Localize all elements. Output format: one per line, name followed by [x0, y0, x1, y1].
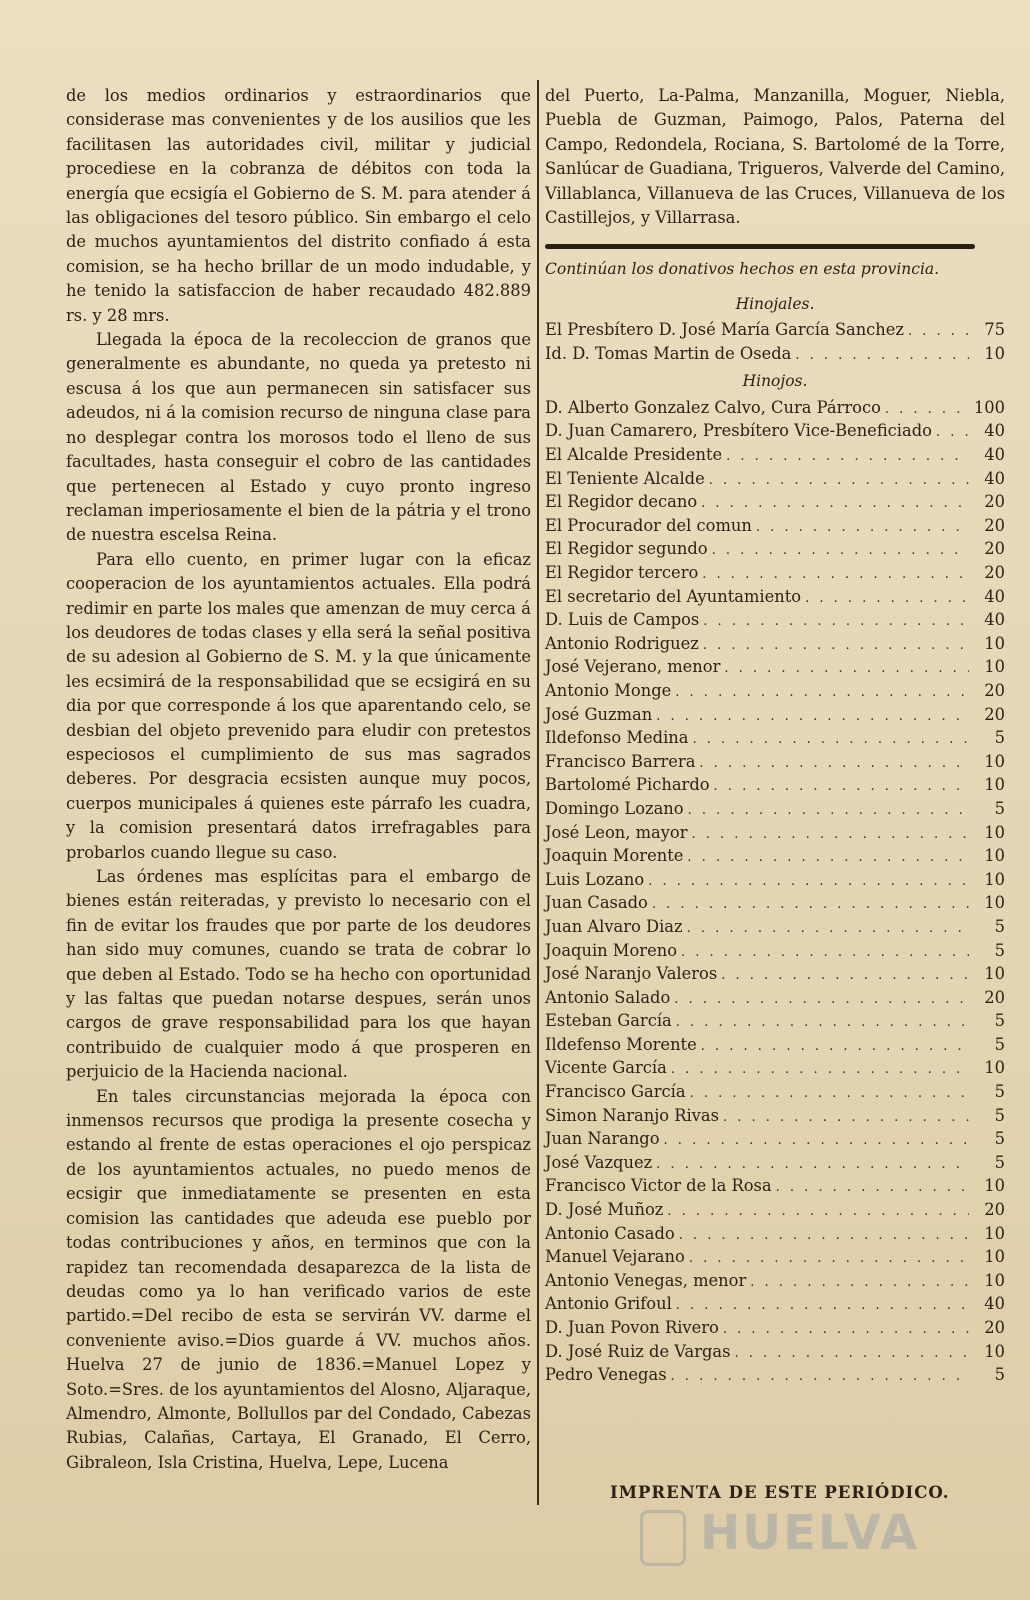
donation-amount: 40: [984, 445, 1005, 465]
donation-amount: 10: [984, 893, 1005, 913]
donation-row: [545, 679, 1005, 703]
donor-name: Antonio Rodriguez: [545, 633, 699, 653]
donation-amount: 10: [984, 964, 1005, 984]
leader-dots: [692, 823, 969, 847]
donor-name: José Vazquez: [545, 1152, 653, 1172]
donor-name: Domingo Lozano: [545, 798, 684, 818]
donation-amount: 10: [984, 1223, 1005, 1243]
donor-name: Ildefonso Medina: [545, 728, 689, 748]
donation-row: [545, 703, 1005, 727]
donation-amount: 40: [984, 421, 1005, 441]
donation-row: [545, 1174, 1005, 1198]
leader-dots: [714, 775, 969, 799]
leader-dots: [687, 846, 969, 870]
donor-name: Francisco García: [545, 1082, 686, 1102]
donation-amount: 100: [973, 397, 1005, 417]
donor-name: Ildefenso Morente: [545, 1034, 697, 1054]
donor-name: Antonio Salado: [545, 987, 671, 1007]
donation-amount: 10: [984, 1247, 1005, 1267]
donation-row: [545, 797, 1005, 821]
donor-name: Antonio Venegas, menor: [545, 1270, 747, 1290]
donor-name: El Regidor decano: [545, 492, 698, 512]
donation-row: [545, 419, 1005, 443]
donation-amount: 10: [984, 1058, 1005, 1078]
donation-row: [545, 1056, 1005, 1080]
donation-row: [545, 585, 1005, 609]
leader-dots: [709, 469, 969, 493]
donation-amount: 20: [984, 987, 1005, 1007]
donation-row: [545, 1198, 1005, 1222]
donation-row: [545, 750, 1005, 774]
donation-row: [545, 821, 1005, 845]
donation-row: [545, 632, 1005, 656]
donation-amount: 10: [984, 343, 1005, 363]
donation-row: [545, 1009, 1005, 1033]
donation-amount: 40: [984, 610, 1005, 630]
leader-dots: [735, 1342, 970, 1366]
donation-amount: 5: [994, 1082, 1005, 1102]
donor-name: Antonio Casado: [545, 1223, 675, 1243]
donor-name: El Regidor segundo: [545, 539, 708, 559]
donation-row: [545, 1292, 1005, 1316]
leader-dots: [664, 1129, 969, 1153]
donation-amount: 20: [984, 563, 1005, 582]
donation-row: [545, 608, 1005, 632]
leader-dots: [676, 1294, 969, 1318]
leader-dots: [726, 445, 969, 469]
donor-name: José Naranjo Valeros: [545, 964, 718, 984]
donation-amount: 5: [994, 1011, 1005, 1031]
donation-row: [545, 986, 1005, 1010]
leader-dots: [723, 1106, 969, 1130]
donor-name: Manuel Vejarano: [545, 1247, 685, 1267]
donation-row: [545, 467, 1005, 491]
donor-name: Pedro Venegas: [545, 1365, 667, 1385]
donation-row: [545, 1222, 1005, 1246]
leader-dots: [703, 610, 969, 634]
leader-dots: [908, 320, 969, 344]
leader-dots: [805, 587, 969, 611]
donor-name: El Presbítero D. José María García Sanchez: [545, 320, 904, 340]
donation-row: [545, 891, 1005, 915]
donation-row: [545, 318, 1005, 342]
leader-dots: [750, 1271, 969, 1295]
donation-row: [545, 1363, 1005, 1387]
donation-row: [545, 537, 1005, 561]
donation-row: [545, 1316, 1005, 1340]
donation-amount: 10: [984, 1176, 1005, 1196]
leader-dots: [795, 344, 969, 368]
donation-row: [545, 443, 1005, 467]
donation-amount: 20: [984, 704, 1005, 724]
leader-dots: [667, 1200, 969, 1224]
donation-amount: 10: [984, 657, 1005, 677]
leader-dots: [712, 539, 969, 563]
donation-amount: 5: [994, 798, 1005, 818]
donation-row: [545, 726, 1005, 750]
donation-amount: 75: [984, 320, 1005, 340]
donation-amount: 10: [984, 1270, 1005, 1290]
leader-dots: [724, 657, 969, 681]
donation-amount: 20: [984, 539, 1005, 559]
section-rule: [545, 244, 975, 249]
leader-dots: [671, 1058, 969, 1082]
donation-row: [545, 1340, 1005, 1364]
donation-amount: 10: [984, 1341, 1005, 1361]
leader-dots: [936, 421, 969, 445]
donation-row: [545, 1127, 1005, 1151]
leader-dots: [656, 705, 969, 729]
donation-amount: 5: [994, 728, 1005, 748]
paragraph-3: Para ello cuento, en primer lugar con la eficaz cooperacion de los ayuntamientos actuales. Ella podrá redimir en parte los males que amenzan de muy cerca á los deudores de todas clases y ella será la señal positiva de su adesion al Gobierno de S. M. y la que únicamente les ecsimirá de la responsabilidad que se ecsigirá en su dia por que corresponde á los que aparentando celo, se desbian del objeto prevenido para eludir con pretestos especiosos el cumplimiento de sus mas sagrados deberes. Por desgracia ecsisten aunque muy pocos, cuerpos municipales á quienes este párrafo les cuadra, y la comision presentará datos irrefragables para probarlos cuando llegue su caso.: [66, 549, 531, 862]
donation-amount: 5: [994, 1034, 1005, 1054]
leader-dots: [681, 941, 969, 965]
donor-name: José Vejerano, menor: [545, 657, 721, 677]
leader-dots: [692, 728, 969, 752]
donation-row: [545, 655, 1005, 679]
archive-logo-icon: [640, 1510, 686, 1566]
leader-dots: [687, 917, 969, 941]
donation-row: [545, 1080, 1005, 1104]
donor-name: José Leon, mayor: [545, 822, 688, 842]
donor-name: D. José Muñoz: [545, 1200, 664, 1220]
donor-name: El Regidor tercero: [545, 563, 699, 582]
donation-amount: 20: [984, 1318, 1005, 1337]
donor-name: Francisco Barrera: [545, 751, 696, 771]
leader-dots: [671, 1365, 969, 1389]
leader-dots: [648, 870, 969, 894]
leader-dots: [679, 1224, 969, 1248]
donation-amount: 5: [994, 1105, 1005, 1125]
leader-dots: [723, 1318, 969, 1342]
donation-row: [545, 915, 1005, 939]
paragraph-5: En tales circunstancias mejorada la época con inmensos recursos que prodiga la presente cosecha y estando al frente de estas operaciones el ojo perspicaz de los ayuntamientos actuales, no puedo menos de ecsigir que inmediatamente se presenten en esta comision las cantidades que adeuda ese pueblo por todas contribuciones y años, en terminos que con la rapidez tan recomendada desaparezca de la lista de deudas como ya lo han verificado varios de este partido.=Del recibo de esta se servirán VV. darme el conveniente aviso.=Dios guarde á VV. muchos años. Huelva 27 de junio de 1836.=Manuel Lopez y Soto.=Sres. de los ayuntamientos del Alosno, Aljaraque, Almendro, Almonte, Bollullos par del Condado, Cabezas Rubias, Calañas, Cartaya, El Granado, El Cerro, Gibraleon, Isla Cristina, Huelva, Lepe, Lucena: [66, 1086, 531, 1472]
donor-name: Juan Casado: [545, 893, 648, 913]
donation-row: [545, 1245, 1005, 1269]
donation-amount: 40: [984, 586, 1005, 606]
donation-amount: 20: [984, 680, 1005, 700]
donor-name: Juan Alvaro Diaz: [545, 916, 683, 936]
donation-amount: 5: [994, 1152, 1005, 1172]
donation-amount: 10: [984, 846, 1005, 866]
leader-dots: [676, 1011, 969, 1035]
donation-amount: 5: [994, 1365, 1005, 1385]
donation-amount: 5: [994, 1129, 1005, 1149]
donation-row: [545, 1104, 1005, 1128]
leader-dots: [652, 893, 969, 917]
donation-row: [545, 868, 1005, 892]
donor-name: Bartolomé Pichardo: [545, 775, 710, 795]
donation-row: [545, 844, 1005, 868]
donation-row: [545, 962, 1005, 986]
donor-name: Joaquin Moreno: [545, 940, 677, 960]
donor-name: Joaquin Morente: [545, 846, 684, 866]
donor-name: El secretario del Ayuntamiento: [545, 586, 802, 606]
donation-row: [545, 1269, 1005, 1293]
donation-row: [545, 490, 1005, 514]
donor-name: Antonio Monge: [545, 680, 672, 700]
donor-name: Antonio Grifoul: [545, 1294, 672, 1314]
donation-row: [545, 939, 1005, 963]
right-column: [545, 84, 1005, 1387]
donation-amount: 10: [984, 775, 1005, 795]
leader-dots: [721, 964, 969, 988]
leader-dots: [674, 988, 969, 1012]
paragraph-1: de los medios ordinarios y estraordinarios que considerase mas convenientes y de los ausilios que les facilitasen las autoridades civil, militar y judicial procediese en la cobranza de débitos con toda la energía que ecsigía el Gobierno de S. M. para atender á las obligaciones del tesoro público. Sin embargo el celo de muchos ayuntamientos del distrito confiado á esta comision, se ha hecho brillar de un modo indudable, y he tenido la satisfaccion de haber recaudado 482.889 rs. y 28 mrs.: [66, 86, 531, 325]
donation-row: [545, 773, 1005, 797]
donation-amount: 10: [984, 751, 1005, 771]
donation-row: [545, 514, 1005, 538]
donation-amount: 10: [984, 869, 1005, 889]
donation-row: [545, 1151, 1005, 1175]
paragraph-4: Las órdenes mas esplícitas para el embargo de bienes están reiteradas, y previsto lo necesario con el fin de evitar los fraudes que por parte de los deudores han sido muy comunes, cuando se trata de cobrar lo que deben al Estado. Todo se ha hecho con oportunidad y las faltas que puedan notarse despues, serán unos cargos de grave responsabilidad para los que hayan contribuido de cualquier modo á que prosperen en perjuicio de la Hacienda nacional.: [66, 867, 531, 1082]
donation-amount: 5: [994, 940, 1005, 960]
donor-name: D. Juan Povon Rivero: [545, 1318, 719, 1337]
donation-amount: 20: [984, 1200, 1005, 1220]
donation-amount: 10: [984, 822, 1005, 842]
donor-name: Juan Narango: [545, 1129, 660, 1149]
donations-heading: Continúan los donativos hechos en esta provincia.: [545, 260, 940, 279]
donor-name: El Alcalde Presidente: [545, 445, 723, 465]
donation-amount: 5: [994, 916, 1005, 936]
leader-dots: [699, 752, 969, 776]
towns-list-continuation: del Puerto, La-Palma, Manzanilla, Moguer, Niebla, Puebla de Guzman, Paimogo, Palos, Paterna del Campo, Redondela, Rociana, S. Bartolomé de la Torre, Sanlúcar de Guadiana, Trigueros, Valverde del Camino, Villablanca, Villanueva de las Cruces, Villanueva de los Castillejos, y Villarrasa.: [545, 86, 1005, 228]
column-divider: [537, 80, 539, 1505]
donation-amount: 10: [984, 633, 1005, 653]
donation-amount: 40: [984, 1294, 1005, 1314]
donation-amount: 40: [984, 468, 1005, 488]
section-title-hinojos: Hinojos.: [742, 372, 808, 391]
donation-row: [545, 1033, 1005, 1057]
paragraph-2: Llegada la época de la recoleccion de granos que generalmente es abundante, no queda ya pretesto ni escusa á los que aun permanecen sin satisfacer sus adeudos, ni á la comision recurso de ninguna clase para no desplegar contra los morosos todo el lleno de sus facultades, hasta conseguir el cobro de las cantidades que pertenecen al Estado y cuyo pronto ingreso reclaman imperiosamente el bien de la pátria y el trono de nuestra escelsa Reina.: [66, 330, 531, 545]
archive-watermark: HUELVA: [700, 1505, 919, 1561]
donor-name: Simon Naranjo Rivas: [545, 1105, 719, 1125]
leader-dots: [675, 681, 969, 705]
donations-list-hinojos: [545, 396, 1005, 1387]
donations-list-hinojales: [545, 318, 1005, 365]
donor-name: Luis Lozano: [545, 869, 645, 889]
donor-name: Francisco Victor de la Rosa: [545, 1176, 772, 1196]
donation-row: [545, 561, 1005, 585]
donation-row: [545, 342, 1005, 366]
leader-dots: [688, 799, 969, 823]
donor-name: D. Alberto Gonzalez Calvo, Cura Párroco: [545, 397, 881, 417]
printer-footer: IMPRENTA DE ESTE PERIÓDICO.: [610, 1483, 950, 1502]
donation-row: [545, 396, 1005, 420]
leader-dots: [690, 1082, 969, 1106]
donor-name: El Procurador del comun: [545, 515, 752, 535]
donor-name: Id. D. Tomas Martin de Oseda: [545, 343, 792, 363]
leader-dots: [703, 634, 969, 658]
left-column: [66, 84, 531, 1475]
section-title-hinojales: Hinojales.: [735, 294, 815, 313]
donor-name: D. José Ruiz de Vargas: [545, 1341, 731, 1361]
donor-name: El Teniente Alcalde: [545, 468, 705, 488]
leader-dots: [756, 516, 969, 540]
donation-amount: 20: [984, 492, 1005, 512]
leader-dots: [776, 1176, 969, 1200]
donation-amount: 20: [984, 515, 1005, 535]
donor-name: D. Juan Camarero, Presbítero Vice-Beneficiado: [545, 421, 932, 441]
leader-dots: [701, 1035, 969, 1059]
donor-name: Vicente García: [545, 1058, 667, 1078]
donor-name: D. Luis de Campos: [545, 610, 700, 630]
donor-name: José Guzman: [545, 704, 653, 724]
donor-name: Esteban García: [545, 1011, 672, 1031]
